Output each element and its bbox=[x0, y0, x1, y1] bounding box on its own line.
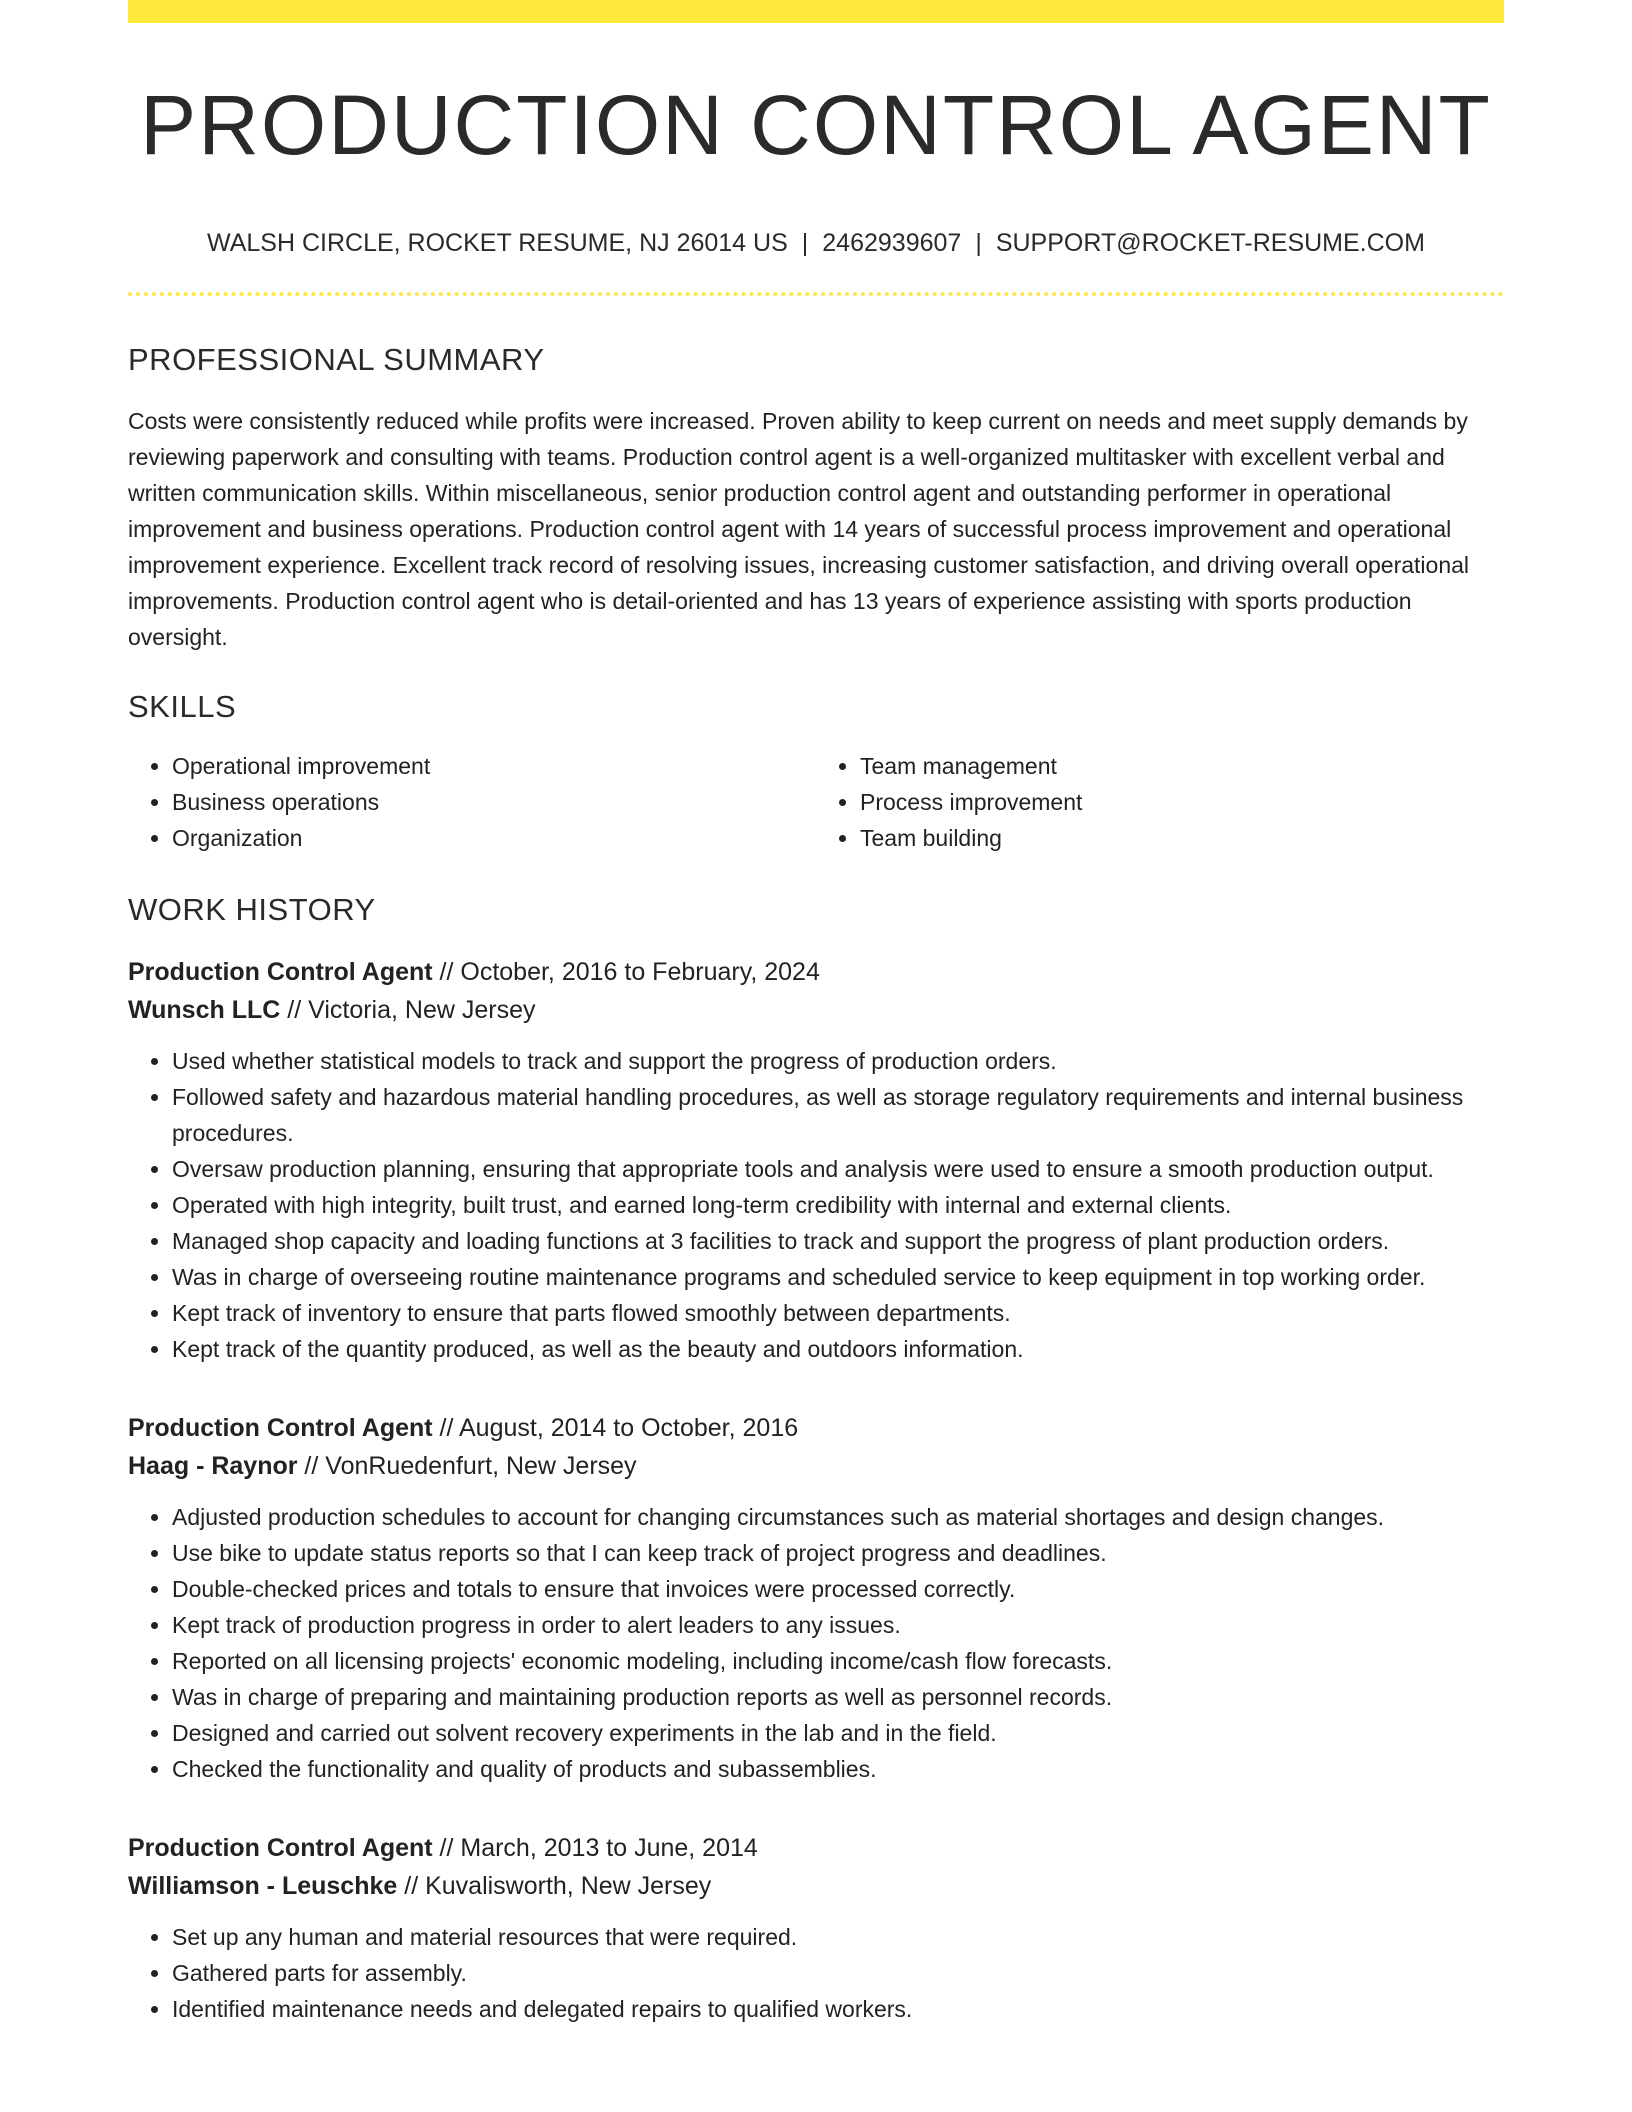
skills-heading: SKILLS bbox=[128, 689, 237, 724]
job-bullet: • Set up any human and material resources that were required. bbox=[172, 1919, 1504, 1955]
job-company: Haag - Raynor bbox=[128, 1452, 298, 1480]
job-role-line bbox=[128, 1409, 1504, 1447]
job-entry bbox=[128, 1409, 1504, 1787]
job-dates: // October, 2016 to February, 2024 bbox=[432, 958, 820, 986]
skill-item: • Organization bbox=[172, 820, 816, 856]
work-history-heading: WORK HISTORY bbox=[128, 892, 376, 927]
contact-separator: | bbox=[975, 229, 982, 257]
contact-email: SUPPORT@ROCKET-RESUME.COM bbox=[995, 229, 1425, 257]
job-bullet: • Kept track of inventory to ensure that parts flowed smoothly between departments. bbox=[172, 1295, 1504, 1331]
job-bullets bbox=[128, 1499, 1504, 1787]
job-bullet: • Oversaw production planning, ensuring that appropriate tools and analysis were used to ensure a smooth production output. bbox=[172, 1151, 1504, 1187]
job-bullet: • Operated with high integrity, built trust, and earned long-term credibility with internal and external clients. bbox=[172, 1187, 1504, 1223]
job-bullet: • Gathered parts for assembly. bbox=[172, 1955, 1504, 1991]
job-role-line bbox=[128, 1829, 1504, 1867]
candidate-title: PRODUCTION CONTROL AGENT bbox=[140, 78, 1492, 172]
job-location: // Kuvalisworth, New Jersey bbox=[397, 1872, 712, 1900]
contact-separator: | bbox=[801, 229, 809, 257]
job-bullet: • Double-checked prices and totals to ensure that invoices were processed correctly. bbox=[172, 1571, 1504, 1607]
job-bullet: • Adjusted production schedules to account for changing circumstances such as material shortages and design changes. bbox=[172, 1499, 1504, 1535]
job-entry bbox=[128, 953, 1504, 1367]
job-role: Production Control Agent bbox=[128, 1414, 433, 1442]
job-location: // VonRuedenfurt, New Jersey bbox=[297, 1452, 637, 1480]
job-dates: // March, 2013 to June, 2014 bbox=[432, 1834, 758, 1862]
job-bullet: • Checked the functionality and quality of products and subassemblies. bbox=[172, 1751, 1504, 1787]
job-entry bbox=[128, 1829, 1504, 2027]
job-company-line bbox=[128, 1447, 1504, 1485]
skills-column-left bbox=[128, 748, 816, 856]
job-bullet: • Managed shop capacity and loading functions at 3 facilities to track and support the progress of plant production orders. bbox=[172, 1223, 1504, 1259]
accent-bar bbox=[128, 0, 1504, 23]
job-company-line bbox=[128, 1867, 1504, 1905]
job-role-line bbox=[128, 953, 1504, 991]
skill-item: • Team management bbox=[860, 748, 1504, 784]
skill-item: • Process improvement bbox=[860, 784, 1504, 820]
job-bullet: • Designed and carried out solvent recovery experiments in the lab and in the field. bbox=[172, 1715, 1504, 1751]
job-bullet: • Followed safety and hazardous material handling procedures, as well as storage regulatory requirements and internal business procedures. bbox=[172, 1079, 1504, 1151]
job-company-line bbox=[128, 991, 1504, 1029]
job-bullets bbox=[128, 1043, 1504, 1367]
job-bullet: • Identified maintenance needs and delegated repairs to qualified workers. bbox=[172, 1991, 1504, 2027]
skill-item: • Team building bbox=[860, 820, 1504, 856]
summary-heading: PROFESSIONAL SUMMARY bbox=[128, 342, 545, 377]
job-bullets bbox=[128, 1919, 1504, 2027]
job-location: // Victoria, New Jersey bbox=[280, 996, 536, 1024]
job-bullet: • Used whether statistical models to track and support the progress of production orders. bbox=[172, 1043, 1504, 1079]
dotted-divider bbox=[128, 292, 1504, 296]
job-dates: // August, 2014 to October, 2016 bbox=[432, 1414, 799, 1442]
job-bullet: • Kept track of production progress in order to alert leaders to any issues. bbox=[172, 1607, 1504, 1643]
job-role: Production Control Agent bbox=[128, 1834, 433, 1862]
resume-page bbox=[128, 0, 1504, 2027]
job-company: Wunsch LLC bbox=[128, 996, 281, 1024]
job-bullet: • Reported on all licensing projects' economic modeling, including income/cash flow forecasts. bbox=[172, 1643, 1504, 1679]
skill-item: • Operational improvement bbox=[172, 748, 816, 784]
skills-grid bbox=[128, 748, 1504, 856]
job-company: Williamson - Leuschke bbox=[128, 1872, 398, 1900]
skills-column-right bbox=[816, 748, 1504, 856]
job-bullet: • Was in charge of overseeing routine maintenance programs and scheduled service to keep equipment in top working order. bbox=[172, 1259, 1504, 1295]
contact-phone: 2462939607 bbox=[822, 229, 962, 257]
job-role: Production Control Agent bbox=[128, 958, 433, 986]
job-bullet: • Was in charge of preparing and maintaining production reports as well as personnel records. bbox=[172, 1679, 1504, 1715]
contact-line bbox=[128, 231, 1504, 256]
job-bullet: • Use bike to update status reports so that I can keep track of project progress and deadlines. bbox=[172, 1535, 1504, 1571]
job-bullet: • Kept track of the quantity produced, as well as the beauty and outdoors information. bbox=[172, 1331, 1504, 1367]
summary-text: Costs were consistently reduced while profits were increased. Proven ability to keep current on needs and meet supply demands by reviewing paperwork and consulting with teams. Production control agent is a well-organized multitasker with excellent verbal and written communication skills. Within miscellaneous, senior production control agent and outstanding performer in operational improvement and business operations. Production control agent with 14 years of successful process improvement and operational improvement experience. Excellent track record of resolving issues, increasing customer satisfaction, and driving overall operational improvements. Production control agent who is detail-oriented and has 13 years of experience assisting with sports production oversight. bbox=[128, 408, 1470, 650]
skill-item: • Business operations bbox=[172, 784, 816, 820]
contact-address: WALSH CIRCLE, ROCKET RESUME, NJ 26014 US bbox=[207, 229, 788, 257]
